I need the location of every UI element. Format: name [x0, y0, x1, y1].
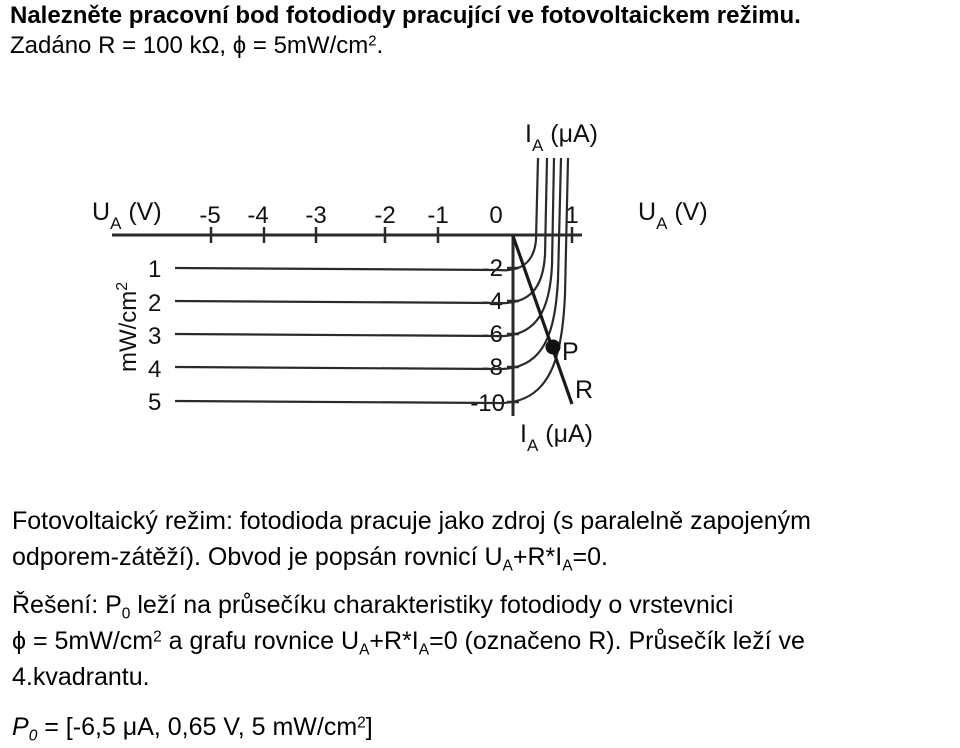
curve-label-5: 5 — [148, 389, 162, 416]
load-line-label: R — [575, 376, 594, 404]
given-separator: , — [219, 32, 233, 59]
phi-symbol: ϕ — [12, 627, 27, 655]
title-line-1: Nalezněte pracovní bod fotodiody pracující ve fotovoltaickem režimu. — [10, 2, 801, 29]
mu-symbol: μ — [122, 713, 138, 741]
current-tick-label: -4 — [481, 288, 503, 315]
subscript-a: A — [418, 641, 430, 659]
current-tick-label: -8 — [481, 354, 503, 381]
solution-text-2: a grafu rovnice U — [161, 627, 360, 655]
answer-line — [12, 712, 373, 745]
equation-middle: +R*I — [369, 627, 419, 655]
answer-close-bracket: ] — [365, 713, 373, 741]
given-irradiance-text: = 5mW/cm — [246, 32, 369, 59]
working-point-label: P — [562, 338, 579, 366]
diagram-background — [90, 118, 712, 456]
solution-irradiance: = 5mW/cm — [26, 627, 154, 655]
solution-line-2 — [12, 626, 805, 659]
solution-text-1: leží na průsečíku charakteristiky fotodiody o vrstevnici — [130, 591, 734, 619]
voltage-tick-label: -5 — [199, 202, 221, 229]
bottom-current-axis-label: $I_A$ (μA) — [520, 420, 593, 455]
curve-label-3: 3 — [148, 323, 162, 350]
solution-line-1 — [12, 590, 734, 623]
voltage-tick-label: -4 — [247, 202, 269, 229]
subscript-a: A — [502, 557, 513, 575]
voltage-tick-label: -3 — [305, 202, 327, 229]
right-voltage-axis-label: $U_A$ (V) — [638, 198, 708, 233]
subscript-a: A — [359, 641, 370, 659]
left-voltage-axis-label: $U_A$ (V) — [92, 198, 162, 233]
given-period: . — [376, 32, 384, 59]
current-tick-label: -2 — [481, 255, 503, 282]
voltage-tick-label: -1 — [427, 202, 449, 229]
voltage-tick-label: 1 — [565, 202, 579, 229]
description-line-1 — [12, 506, 811, 536]
subscript-zero: 0 — [121, 605, 131, 623]
answer-exponent: 2 — [357, 714, 366, 732]
answer-subscript: 0 — [28, 727, 38, 745]
answer-point-label: P — [12, 713, 29, 741]
equation-end: =0. — [572, 543, 608, 571]
top-current-axis-label: $I_A$ (μA) — [525, 120, 598, 155]
irradiance-unit-label: $mW/cm^2$ — [114, 281, 142, 372]
answer-equals: = [-6,5 — [37, 713, 123, 741]
voltage-tick-label: -2 — [374, 202, 396, 229]
given-exponent: 2 — [368, 33, 377, 50]
given-resistance-text: Zadáno R = 100 k — [10, 32, 202, 59]
working-point-p — [546, 340, 561, 355]
description-line-2 — [12, 542, 608, 575]
curve-label-1: 1 — [148, 256, 162, 283]
description-text-1: Fotovoltaický režim: fotodioda pracuje jako zdroj (s paralelně zapojeným — [12, 507, 811, 535]
omega-symbol: Ω — [201, 32, 220, 59]
phi-symbol: ϕ — [232, 32, 247, 59]
solution-text-4: 4.kvadrantu. — [12, 663, 150, 691]
equation-middle: +R*I — [512, 543, 563, 571]
current-tick-label: -10 — [470, 390, 505, 417]
solution-text-3: =0 (označeno R). Průsečík leží ve — [429, 627, 805, 655]
curve-label-4: 4 — [148, 356, 162, 383]
solution-exponent: 2 — [153, 628, 162, 646]
solution-line-3 — [12, 662, 150, 692]
subscript-a: A — [562, 557, 573, 575]
voltage-tick-label: 0 — [489, 202, 503, 229]
solution-label: Řešení: P — [12, 591, 122, 619]
current-tick-label: -6 — [481, 321, 503, 348]
answer-values: A, 0,65 V, 5 mW/cm — [137, 713, 358, 741]
curve-label-2: 2 — [148, 290, 162, 317]
description-text-2: odporem-zátěží). Obvod je popsán rovnicí U — [12, 543, 503, 571]
